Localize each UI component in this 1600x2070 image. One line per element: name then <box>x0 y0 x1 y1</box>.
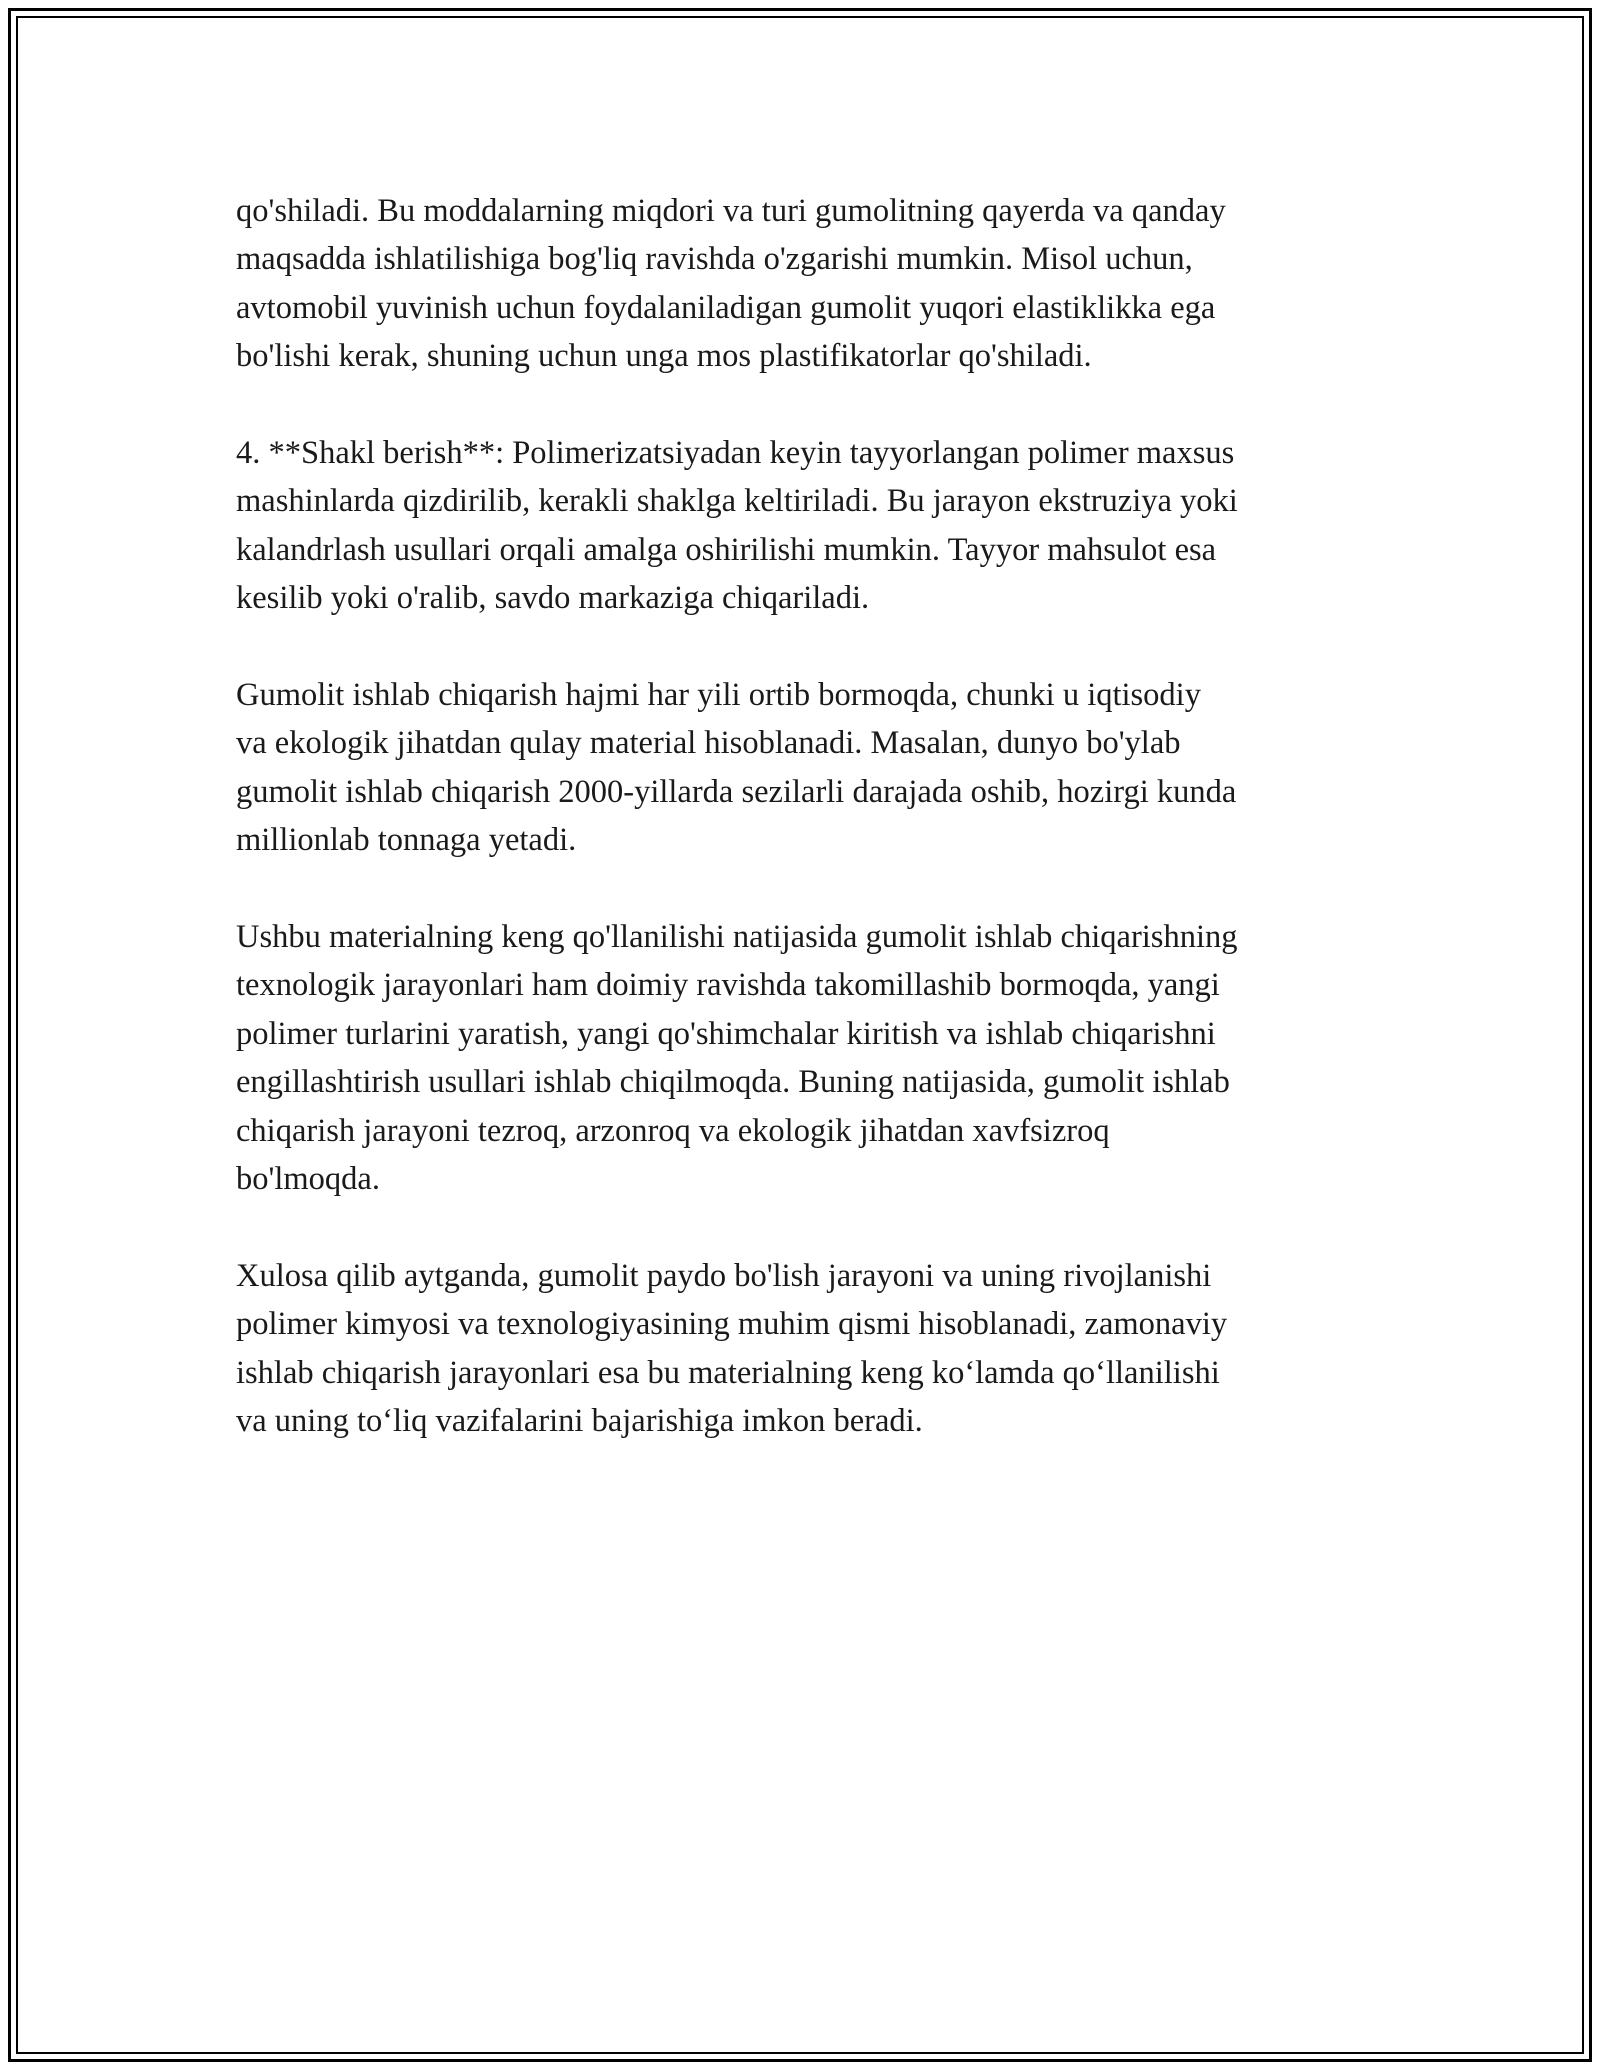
paragraph-shaping: 4. **Shakl berish**: Polimerizatsiyadan keyin tayyorlangan polimer maxsus mashinlarda qizdirilib, kerakli shaklga keltiriladi. Bu jarayon ekstruziya yoki kalandrlash usullari orqali amalga oshirilishi mumkin. Tayyor mahsulot esa kesilib yoki o'ralib, savdo markaziga chiqariladi. <box>236 435 1238 617</box>
paragraph-production-volume: Gumolit ishlab chiqarish hajmi har yili ortib bormoqda, chunki u iqtisodiy va ekologik jihatdan qulay material hisoblanadi. Masalan, dunyo bo'ylab gumolit ishlab chiqarish 2000-yillarda sezilarli darajada oshib, hozirgi kunda millionlab tonnaga yetadi. <box>236 677 1237 859</box>
paragraph-conclusion: Xulosa qilib aytganda, gumolit paydo bo'lish jarayoni va uning rivojlanishi polimer kimyosi va texnologiyasining muhim qismi hisoblanadi, zamonaviy ishlab chiqarish jarayonlari esa bu materialning keng ko‘lamda qo‘llanilishi va uning to‘liq vazifalarini bajarishiga imkon beradi. <box>236 1257 1228 1440</box>
paragraph-technology: Ushbu materialning keng qo'llanilishi natijasida gumolit ishlab chiqarishning texnologik jarayonlari ham doimiy ravishda takomillashib bormoqda, yangi polimer turlarini yaratish, yangi qo'shimchalar kiritish va ishlab chiqarishni engillashtirish usullari ishlab chiqilmoqda. Buning natijasida, gumolit ishlab chiqarish jarayoni tezroq, arzonroq va ekologik jihatdan xavfsizroq bo'lmoqda. <box>236 919 1238 1198</box>
paragraph-additives: qo'shiladi. Bu moddalarning miqdori va turi gumolitning qayerda va qanday maqsadda ishlatilishiga bog'liq ravishda o'zgarishi mumkin. Misol uchun, avtomobil yuvinish uchun foydalaniladigan gumolit yuqori elastiklikka ega bo'lishi kerak, shuning uchun unga mos plastifikatorlar qo'shiladi. <box>236 193 1226 375</box>
document-body <box>236 187 1376 1494</box>
